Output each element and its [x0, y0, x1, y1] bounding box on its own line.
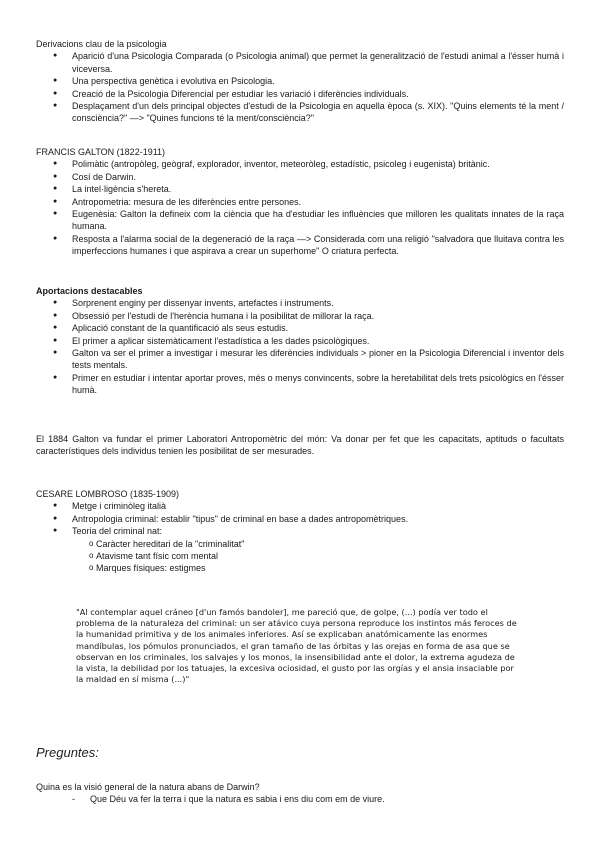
lombroso-quote: "Al contemplar aquel cráneo [d'un famós bandoler], me pareció que, de golpe, (...) podía ver todo el problema de la naturaleza del criminal: un ser atávico cuya persona reproduce los instintos más feroces de la humanidad primitiva y de los animales inferiores. Así se explicaban anatómicamente las enormes mandíbulas, los pómulos pronunciados, el gran tamaño de las órbitas y las orejas en forma de asa que se observan en los criminales, los salvajes y los monos, la insensibilidad ante el dolor, la extrema agudeza de la vista, la debilidad por los tatuajes, la excesiva ociosidad, el gusto por las orgías y el ansia insaciable por la maldad en sí misma (...)" [76, 607, 517, 685]
section-derivacions [36, 38, 564, 125]
bullet-list [36, 158, 564, 257]
bullet-list [36, 297, 564, 396]
answer-list [36, 793, 564, 805]
section-heading: Derivacions clau de la psicologia [36, 39, 167, 49]
list-item: ● Desplaçament d'un dels principal objectes d'estudi de la Psicologia en aquella època (s. XIX). "Quins elements té la ment / consciència?" —> "Quines funcions té la ment/consciència?" [36, 100, 564, 125]
sub-list [36, 538, 564, 575]
sub-list-item: o Atavisme tant físic com mental [36, 550, 564, 562]
preguntes-heading: Preguntes: [36, 745, 99, 760]
sub-list-item: o Marques físiques: estigmes [36, 562, 564, 574]
section-heading: CESARE LOMBROSO (1835-1909) [36, 489, 180, 499]
section-galton [36, 146, 564, 258]
section-laboratori [36, 433, 564, 458]
bullet-list [36, 50, 564, 124]
list-item: ● El primer a aplicar sistemàticament l'estadística a les dades psicològiques. [36, 335, 564, 347]
section-preguntes [36, 781, 564, 806]
list-item: ● Teoria del criminal nat: [36, 525, 564, 537]
list-item: ● Obsessió per l'estudi de l'herència humana i la posibilitat de millorar la raça. [36, 310, 564, 322]
list-item: ● La intel·ligència s'hereta. [36, 183, 564, 195]
list-item: ● Primer en estudiar i intentar aportar proves, més o menys convincents, sobre la heretabilitat dels trets psicològics en l'ésser humà. [36, 372, 564, 397]
paragraph: El 1884 Galton va fundar el primer Laboratori Antropomètric del món: Va donar per fet que les capacitats, aptituds o facultats característiques dels individus tenien les posibilitat de ser mesurades. [36, 434, 564, 457]
list-item: ● Aplicació constant de la quantificació als seus estudis. [36, 322, 564, 334]
list-item: ● Antropologia criminal: establir "tipus" de criminal en base a dades antropomètriques. [36, 513, 564, 525]
list-item: ● Resposta a l'alarma social de la degeneració de la raça —> Considerada com una religió "salvadora que lluitava contra les imperfeccions humanes i que aspirava a crear un superhome" O criatura perfecta. [36, 233, 564, 258]
sub-list-item: o Caràcter hereditari de la "criminalitat" [36, 538, 564, 550]
section-heading: FRANCIS GALTON (1822-1911) [36, 147, 166, 157]
list-item: ● Aparició d'una Psicologia Comparada (o Psicologia animal) que permet la generalització de l'estudi animal a l'ésser humà i viceversa. [36, 50, 564, 75]
list-item: ● Creació de la Psicologia Diferencial per estudiar les variació i diferències individuals. [36, 88, 564, 100]
list-item: ● Metge i criminòleg italià [36, 500, 564, 512]
list-item: ● Antropometria: mesura de les diferències entre persones. [36, 196, 564, 208]
list-item: ● Eugenèsia: Galton la defineix com la ciència que ha d'estudiar les influències que milloren les qualitats innates de la raça humana. [36, 208, 564, 233]
list-item: ● Sorprenent enginy per dissenyar invents, artefactes i instruments. [36, 297, 564, 309]
answer-item: - Que Déu va fer la terra i que la natura es sabia i ens diu com em de viure. [36, 793, 564, 805]
list-item: ● Cosí de Darwin. [36, 171, 564, 183]
section-aportacions [36, 285, 564, 397]
list-item: ● Una perspectiva genètica i evolutiva en Psicologia. [36, 75, 564, 87]
list-item: ● Galton va ser el primer a investigar i mesurar les diferències individuals > pioner en la Psicologia Diferencial i inventor dels tests mentals. [36, 347, 564, 372]
question: Quina es la visió general de la natura abans de Darwin? [36, 782, 260, 792]
section-heading: Aportacions destacables [36, 286, 143, 296]
section-lombroso [36, 488, 564, 575]
list-item: ● Polimàtic (antropòleg, geògraf, explorador, inventor, meteoròleg, estadístic, psicoleg i eugenista) britànic. [36, 158, 564, 170]
bullet-list [36, 500, 564, 537]
